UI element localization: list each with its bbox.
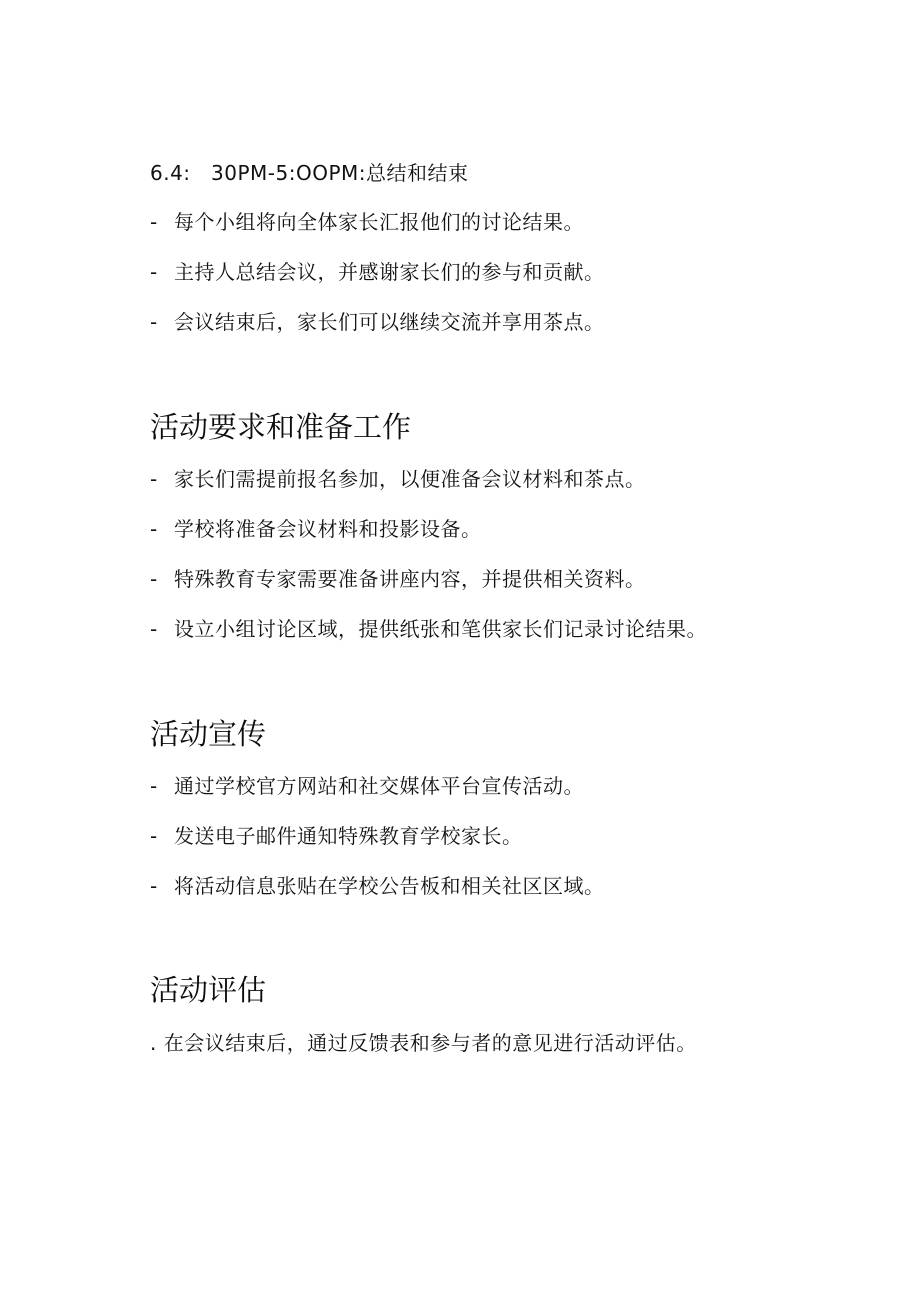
- list-item-text: 设立小组讨论区域，提供纸张和笔供家长们记录讨论结果。: [174, 617, 707, 641]
- bullet-dash: -: [150, 310, 158, 334]
- list-item-text: 特殊教育专家需要准备讲座内容，并提供相关资料。: [174, 567, 646, 591]
- section-heading-promotion: 活动宣传: [150, 717, 267, 751]
- bullet-dash: -: [150, 874, 158, 898]
- bullet-dash: -: [150, 617, 158, 641]
- list-item: [150, 566, 646, 592]
- list-item: [150, 823, 523, 849]
- schedule-time-line: 6.4: 30PM-5:OOPM:总结和结束: [150, 161, 469, 185]
- list-item-text: 发送电子邮件通知特殊教育学校家长。: [174, 824, 523, 848]
- list-item-text: 通过学校官方网站和社交媒体平台宣传活动。: [174, 774, 584, 798]
- list-item: [150, 516, 482, 542]
- list-item-text: 将活动信息张贴在学校公告板和相关社区区域。: [174, 874, 605, 898]
- bullet-dash: -: [150, 210, 158, 234]
- bullet-dash: -: [150, 260, 158, 284]
- bullet-dash: -: [150, 567, 158, 591]
- list-item-text: 会议结束后，家长们可以继续交流并享用茶点。: [174, 310, 605, 334]
- evaluation-text: . 在会议结束后，通过反馈表和参与者的意见进行活动评估。: [150, 1031, 697, 1055]
- bullet-dash: -: [150, 467, 158, 491]
- list-item: [150, 309, 605, 335]
- section-heading-requirements: 活动要求和准备工作: [150, 410, 412, 444]
- section-heading-evaluation: 活动评估: [150, 973, 267, 1007]
- bullet-dash: -: [150, 824, 158, 848]
- list-item: [150, 259, 605, 285]
- list-item: [150, 466, 646, 492]
- bullet-dash: -: [150, 517, 158, 541]
- list-item-text: 每个小组将向全体家长汇报他们的讨论结果。: [174, 210, 584, 234]
- list-item-text: 学校将准备会议材料和投影设备。: [174, 517, 482, 541]
- list-item-text: 主持人总结会议，并感谢家长们的参与和贡献。: [174, 260, 605, 284]
- list-item: [150, 873, 605, 899]
- bullet-dash: -: [150, 774, 158, 798]
- list-item-text: 家长们需提前报名参加，以便准备会议材料和茶点。: [174, 467, 646, 491]
- list-item: [150, 773, 584, 799]
- list-item: [150, 209, 584, 235]
- list-item: [150, 616, 707, 642]
